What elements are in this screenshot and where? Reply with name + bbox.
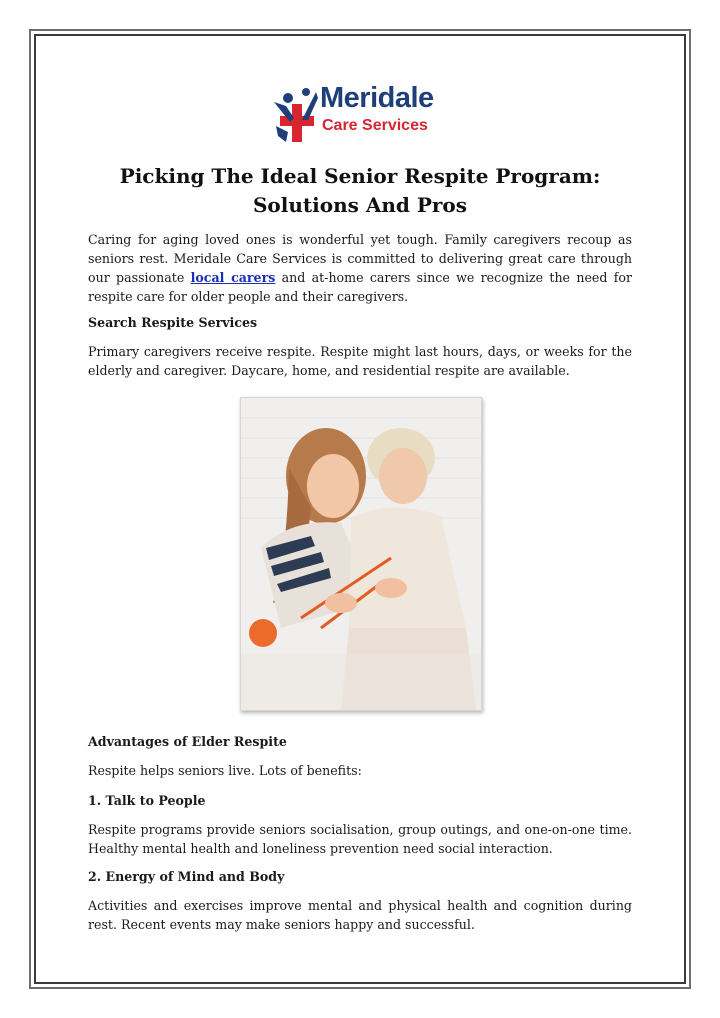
item2-paragraph: Activities and exercises improve mental and physical health and cognition during rest. Recent events may make seniors happy and successful. [88, 898, 632, 932]
intro-paragraph [88, 230, 632, 306]
intro-text-after: and at-home carers since we recognize the need for respite care for older people and their caregivers. [88, 270, 632, 304]
item1-paragraph: Respite programs provide seniors socialisation, group outings, and one-on-one time. Healthy mental health and loneliness prevention need social interaction. [88, 822, 632, 856]
logo-tagline: Care Services [322, 117, 428, 134]
logo-wordmark: Meridale [320, 82, 434, 114]
search-heading: Search Respite Services [88, 315, 258, 330]
item2-heading: 2. Energy of Mind and Body [88, 869, 285, 884]
caregiver-senior-illustration [241, 398, 481, 710]
intro-text-before: Caring for aging loved ones is wonderful yet tough. Family caregivers recoup as seniors rest. Meridale Care Services is committed to delivering great care through our passionate [88, 232, 632, 285]
caregiver-photo [240, 397, 482, 711]
local-carers-link[interactable]: local carers [190, 270, 276, 285]
search-paragraph: Primary caregivers receive respite. Respite might last hours, days, or weeks for the elderly and caregiver. Daycare, home, and residential respite are available. [88, 344, 632, 378]
advantages-paragraph: Respite helps seniors live. Lots of benefits: [88, 763, 362, 778]
page-title: Picking The Ideal Senior Respite Program: Solutions And Pros [119, 164, 601, 217]
advantages-heading: Advantages of Elder Respite [88, 734, 287, 749]
logo-emblem-icon [272, 86, 322, 148]
item1-heading: 1. Talk to People [88, 793, 206, 808]
meridale-logo [272, 82, 448, 148]
